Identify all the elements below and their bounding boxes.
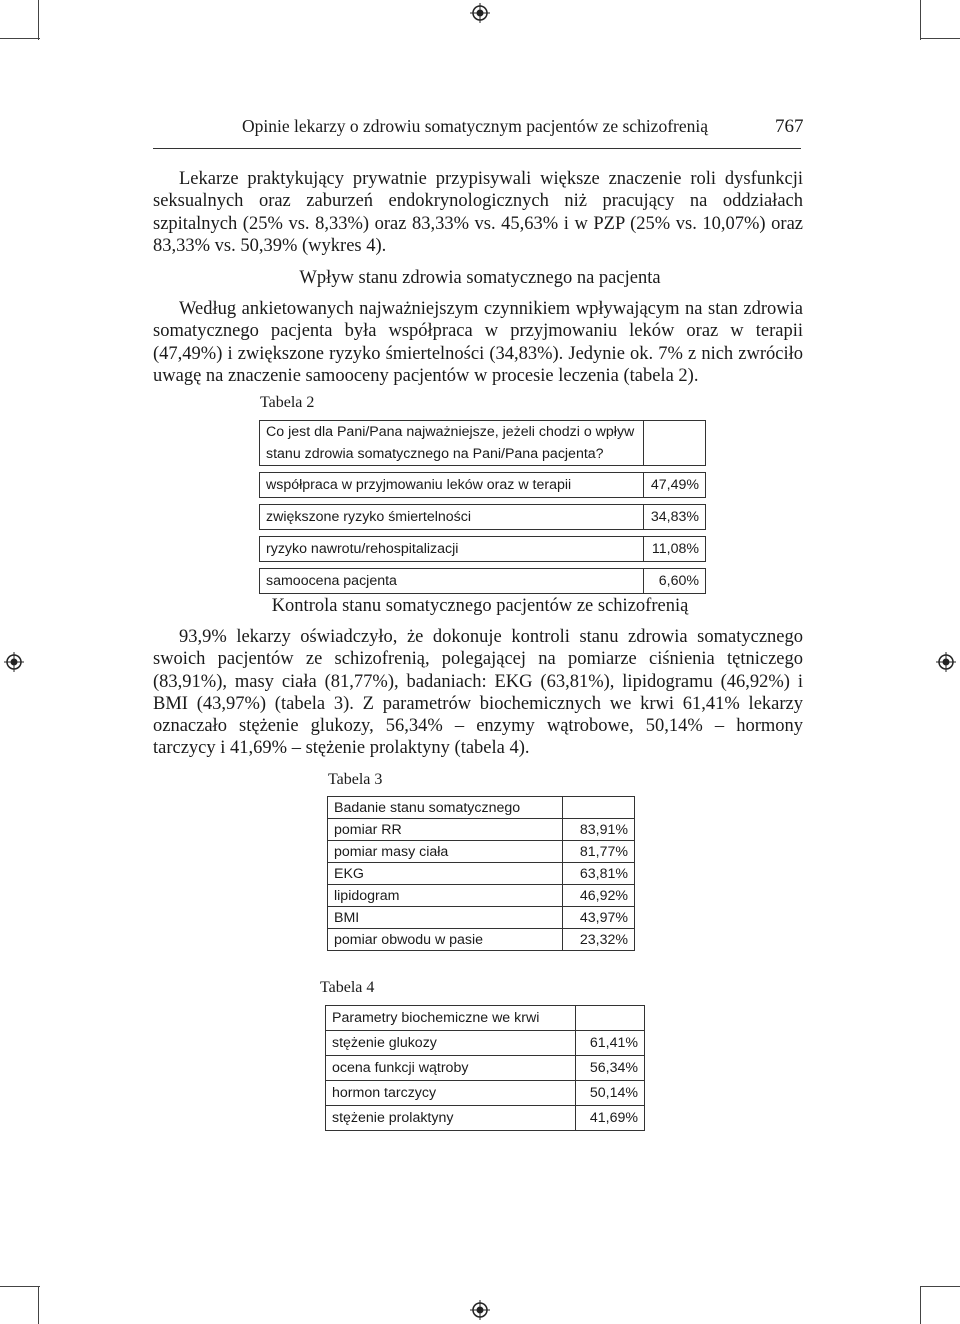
row-label: stężenie prolaktyny (326, 1106, 576, 1131)
table-header-empty-cell (562, 797, 634, 819)
table-header-cell: Badanie stanu somatycznego (328, 797, 563, 819)
paragraph-3: 93,9% lekarzy oświadczyło, że dokonuje kontroli stanu zdrowia somatycznego swoich pacjentów ze schizofrenią, polegającej na pomiarze ciśnienia tętniczego (83,91%), masy ciała (81,77%), badaniach: EKG (63,81%), lipidogramu (46,92%) i BMI (43,97%) (tabela 3). Z parametrów biochemicznych we krwi 61,41% lekarzy oznaczało stężenie glukozy, 56,34% – enzymy wątrobowe, 50,14% – hormony tarczycy i 41,69% – stężenie prolaktyny (tabela 4). (153, 627, 803, 759)
crop-mark (920, 1286, 960, 1287)
table-row (260, 569, 706, 594)
row-label: współpraca w przyjmowaniu leków oraz w terapii (260, 473, 644, 498)
table-row (328, 841, 635, 863)
running-title: Opinie lekarzy o zdrowiu somatycznym pacjentów ze schizofrenią (242, 116, 708, 136)
table-header-row (260, 421, 706, 466)
crop-mark (0, 38, 40, 39)
table-row (326, 1081, 645, 1106)
table-row (260, 505, 706, 530)
table-header-line: Co jest dla Pani/Pana najważniejsze, jeżeli chodzi o wpływ (266, 424, 635, 440)
row-label: pomiar obwodu w pasie (328, 929, 563, 951)
table-header-empty-cell (575, 1006, 644, 1031)
row-value: 83,91% (562, 819, 634, 841)
row-label: stężenie glukozy (326, 1031, 576, 1056)
table-4 (325, 1005, 645, 1131)
table-row (260, 537, 706, 562)
crop-mark (920, 38, 960, 39)
section-heading-2: Kontrola stanu somatycznego pacjentów ze schizofrenią (271, 596, 689, 616)
table-3 (327, 796, 635, 951)
row-label: pomiar masy ciała (328, 841, 563, 863)
row-value: 23,32% (562, 929, 634, 951)
table-row (326, 1056, 645, 1081)
row-value: 46,92% (562, 885, 634, 907)
table-header-cell (260, 421, 644, 466)
row-value: 56,34% (575, 1056, 644, 1081)
registration-mark-icon (4, 652, 24, 672)
row-value: 11,08% (644, 537, 706, 562)
table-header-row (326, 1006, 645, 1031)
crop-mark (920, 0, 921, 40)
crop-mark (0, 1286, 40, 1287)
crop-mark (920, 1286, 921, 1324)
row-value: 41,69% (575, 1106, 644, 1131)
table-2-caption: Tabela 2 (260, 394, 315, 411)
row-label: zwiększone ryzyko śmiertelności (260, 505, 644, 530)
paragraph-1: Lekarze praktykujący prywatnie przypisywali większe znaczenie roli dysfunkcji seksualnych oraz zaburzeń endokrynologicznych niż pracujący na oddziałach szpitalnych (25% vs. 8,33%) oraz 83,33% vs. 45,63% i w PZP (25% vs. 10,07%) oraz 83,33% vs. 50,39% (wykres 4). (153, 169, 803, 256)
row-value: 50,14% (575, 1081, 644, 1106)
row-label: pomiar RR (328, 819, 563, 841)
table-row (328, 863, 635, 885)
table-header-cell: Parametry biochemiczne we krwi (326, 1006, 576, 1031)
registration-mark-icon (470, 3, 490, 23)
row-label: ryzyko nawrotu/rehospitalizacji (260, 537, 644, 562)
row-value: 61,41% (575, 1031, 644, 1056)
row-label: BMI (328, 907, 563, 929)
row-value: 34,83% (644, 505, 706, 530)
row-label: ocena funkcji wątroby (326, 1056, 576, 1081)
row-value: 47,49% (644, 473, 706, 498)
table-row (326, 1106, 645, 1131)
page-number: 767 (775, 116, 804, 137)
table-row (328, 885, 635, 907)
row-label: samoocena pacjenta (260, 569, 644, 594)
header-rule (153, 148, 801, 149)
row-value: 63,81% (562, 863, 634, 885)
table-header-empty-cell (644, 421, 706, 466)
table-row (328, 929, 635, 951)
row-label: hormon tarczycy (326, 1081, 576, 1106)
crop-mark (38, 1286, 39, 1324)
table-2 (259, 420, 706, 594)
table-row (328, 819, 635, 841)
section-heading-1: Wpływ stanu zdrowia somatycznego na pacjenta (299, 268, 661, 288)
row-label: EKG (328, 863, 563, 885)
registration-mark-icon (470, 1300, 490, 1320)
row-value: 6,60% (644, 569, 706, 594)
table-3-caption: Tabela 3 (328, 771, 383, 788)
table-4-caption: Tabela 4 (320, 979, 375, 996)
crop-mark (38, 0, 39, 40)
table-row (328, 907, 635, 929)
table-header-row (328, 797, 635, 819)
registration-mark-icon (936, 652, 956, 672)
table-row (260, 473, 706, 498)
row-label: lipidogram (328, 885, 563, 907)
table-row (326, 1031, 645, 1056)
row-value: 81,77% (562, 841, 634, 863)
paragraph-2: Według ankietowanych najważniejszym czynnikiem wpływającym na stan zdrowia somatycznego pacjenta była współpraca w przyjmowaniu leków oraz w terapii (47,49%) i zwiększone ryzyko śmiertelności (34,83%). Jedynie ok. 7% z nich zwróciło uwagę na znaczenie samooceny pacjentów w procesie leczenia (tabela 2). (153, 299, 803, 386)
table-header-line: stanu zdrowia somatycznego na Pani/Pana pacjenta? (266, 446, 604, 462)
row-value: 43,97% (562, 907, 634, 929)
